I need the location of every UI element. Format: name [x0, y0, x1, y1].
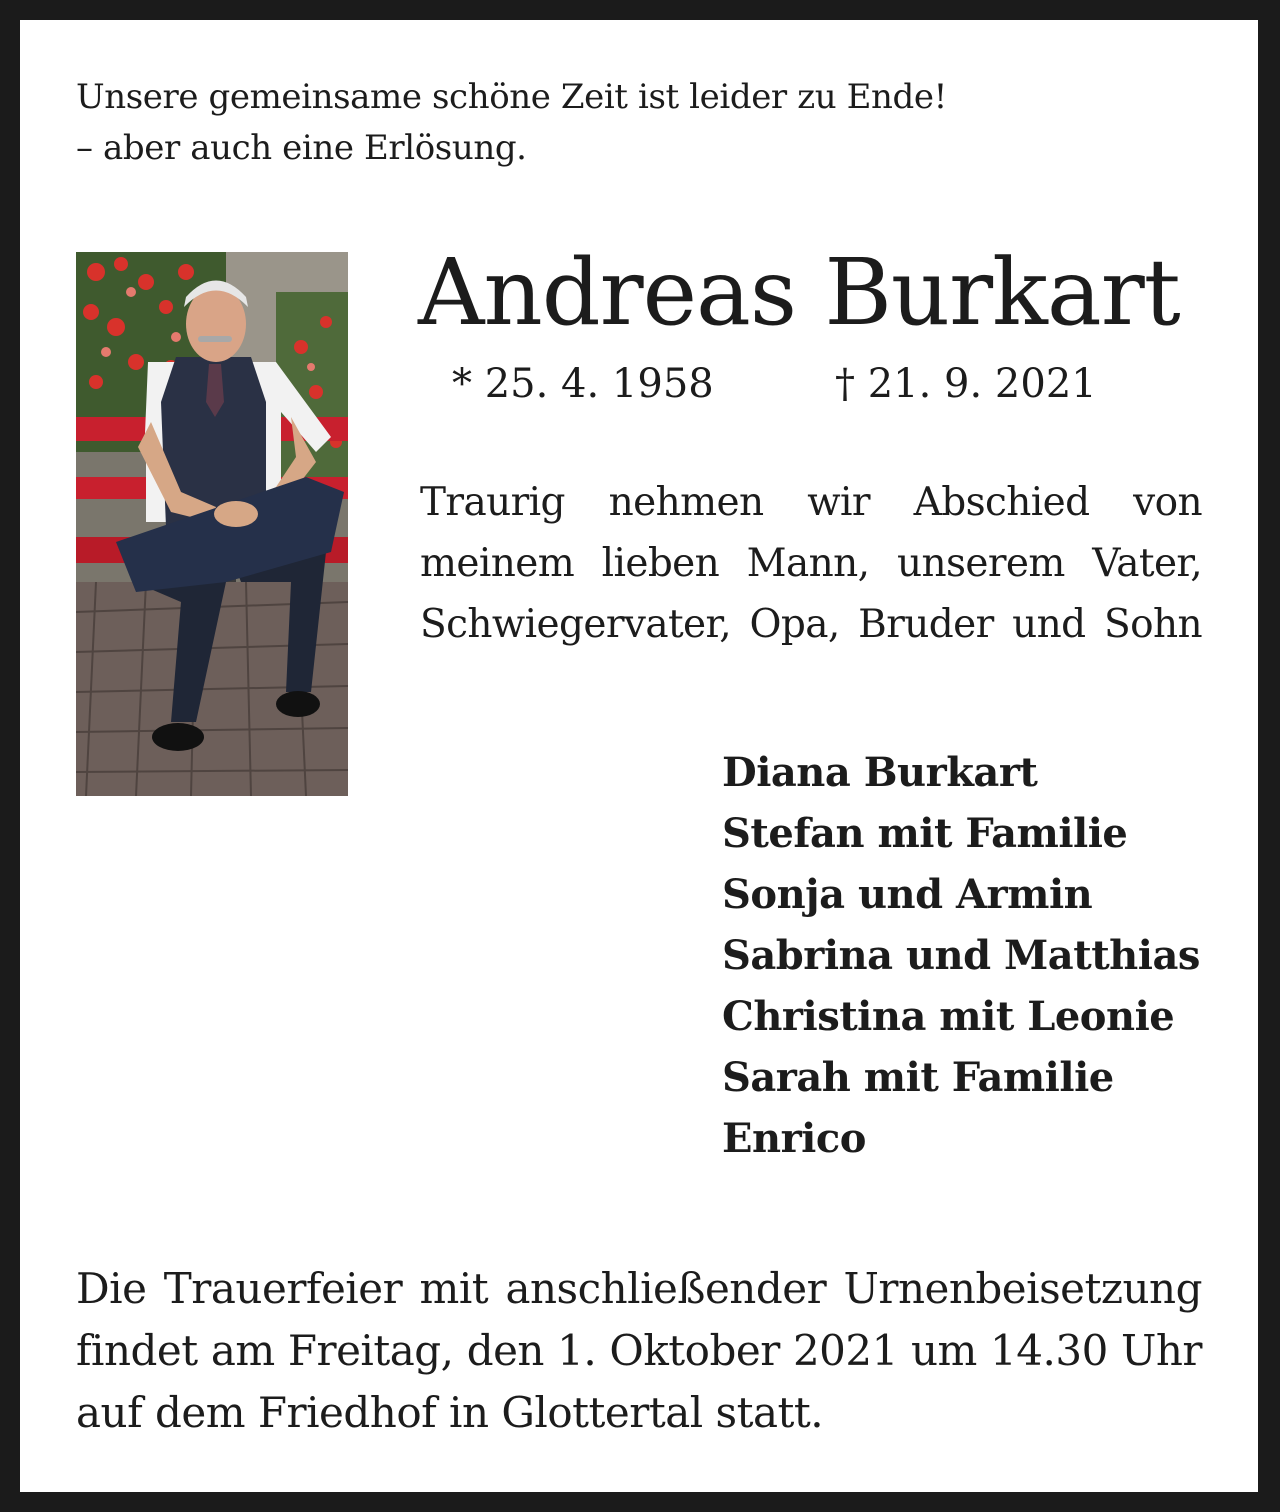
obituary-card [20, 20, 1258, 1492]
deceased-name: Andreas Burkart [418, 239, 1180, 346]
motto-line-2: – aber auch eine Erlösung. [76, 128, 527, 168]
mourner-item: Sarah mit Familie [722, 1054, 1114, 1101]
mourner-item: Diana Burkart [722, 749, 1038, 796]
mourner-item: Sabrina und Matthias [722, 932, 1200, 979]
mourner-item: Stefan mit Familie [722, 810, 1128, 857]
portrait-photo [76, 252, 348, 796]
ceremony-notice [76, 1258, 1202, 1444]
mourner-item: Enrico [722, 1115, 866, 1162]
ceremony-line-2: findet am Freitag, den 1. Oktober 2021 um 14.30 Uhr [76, 1326, 1202, 1375]
ceremony-line-3: auf dem Friedhof in Glottertal statt. [76, 1388, 824, 1437]
motto-line-1: Unsere gemeinsame schöne Zeit ist leider zu Ende! [76, 77, 947, 117]
farewell-line-1: Traurig nehmen wir Abschied von [420, 480, 1202, 525]
ceremony-line-1: Die Trauerfeier mit anschließender Urnenbeisetzung [76, 1264, 1202, 1313]
birth-date: * 25. 4. 1958 [452, 361, 714, 407]
farewell-line-2: meinem lieben Mann, unserem Vater, [420, 541, 1202, 586]
mourner-item: Christina mit Leonie [722, 993, 1175, 1040]
mourner-item: Sonja und Armin [722, 871, 1093, 918]
mourners-list [722, 742, 1200, 1169]
motto [76, 72, 947, 174]
farewell-line-3: Schwiegervater, Opa, Bruder und Sohn [420, 602, 1202, 647]
death-date: † 21. 9. 2021 [835, 361, 1097, 407]
farewell-text [420, 472, 1202, 655]
